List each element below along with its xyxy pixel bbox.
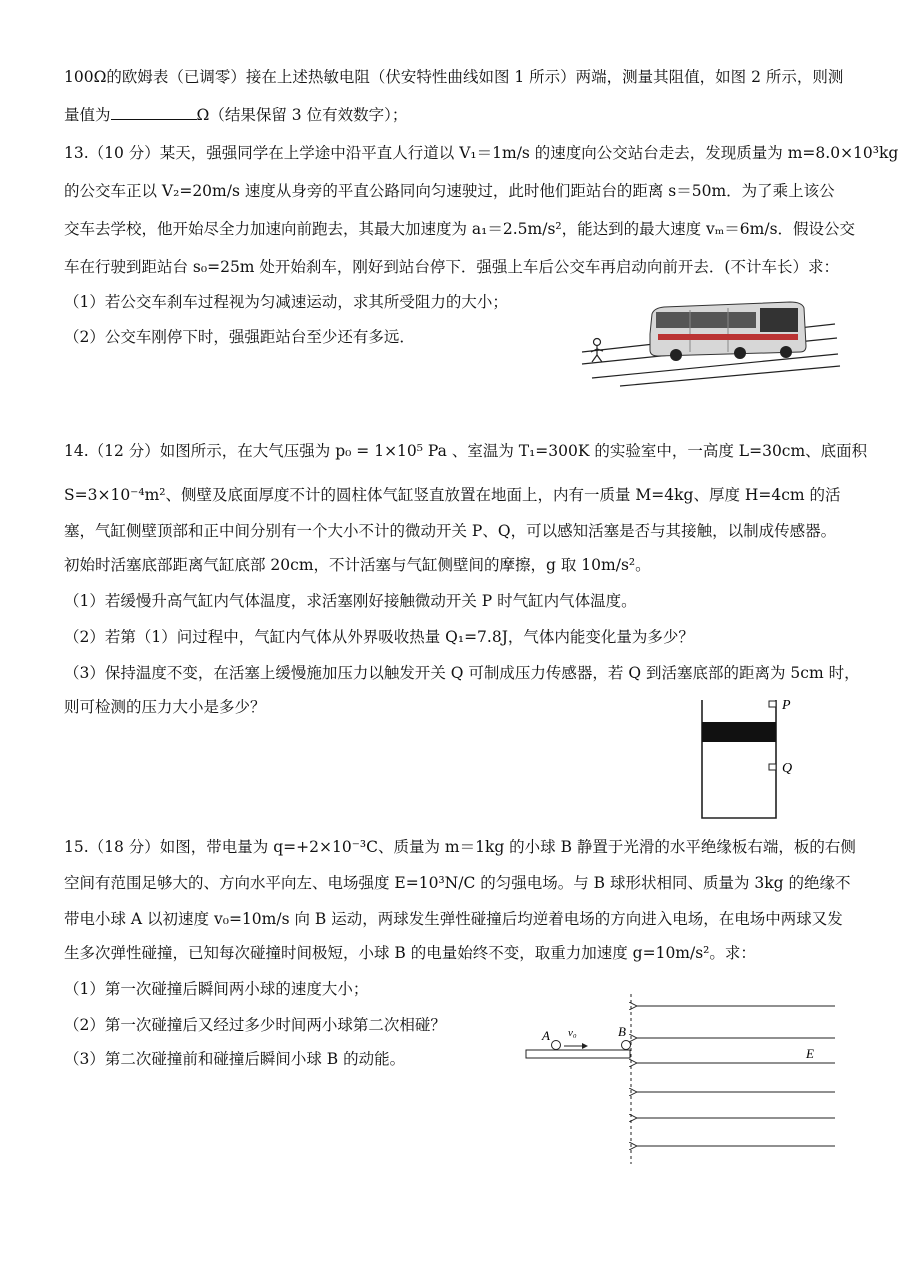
cylinder-figure — [694, 694, 804, 824]
label-a: A — [542, 1028, 550, 1043]
answer-blank[interactable] — [111, 105, 197, 120]
q14-line-3: 塞，气缸侧壁顶部和正中间分别有一个大小不计的微动开关 P、Q，可以感知活塞是否与其接触，以制成传感器。 — [64, 522, 837, 540]
q13-line-3: 交车去学校，他开始尽全力加速向前跑去，其最大加速度为 a₁＝2.5m/s²，能达到的最大速度 vₘ＝6m/s．假设公交 — [64, 220, 856, 238]
label-e: E — [806, 1046, 814, 1061]
field-lines — [636, 1006, 835, 1146]
piston — [702, 722, 776, 742]
q15-line-1: 15.（18 分）如图，带电量为 q=+2×10⁻³C、质量为 m＝1kg 的小球 B 静置于光滑的水平绝缘板右端，板的右侧 — [64, 838, 856, 856]
q14-sub-3: （3）保持温度不变，在活塞上缓慢施加压力以触发开关 Q 可制成压力传感器，若 Q 到活塞底部的距离为 5cm 时， — [64, 664, 860, 682]
intro-line-1: 100Ω的欧姆表（已调零）接在上述热敏电阻（伏安特性曲线如图 1 所示）两端，测量其阻值，如图 2 所示，则测 — [64, 68, 844, 86]
q13-line-2: 的公交车正以 V₂=20m/s 速度从身旁的平直公路同向匀速驶过，此时他们距站台的距离 s＝50m．为了乘上该公 — [64, 182, 835, 200]
q13-sub-1: （1）若公交车刹车过程视为匀减速运动，求其所受阻力的大小； — [64, 293, 508, 311]
bus-icon — [650, 302, 806, 361]
label-v0: v₀ — [568, 1027, 577, 1039]
q14-sub-3-cont: 则可检测的压力大小是多少？ — [64, 698, 266, 716]
label-q: Q — [782, 761, 793, 776]
q14-line-1: 14.（12 分）如图所示，在大气压强为 p₀ = 1×10⁵ Pa 、室温为 T₁=300K 的实验室中，一高度 L=30cm、底面积 — [64, 442, 868, 460]
q15-sub-3: （3）第二次碰撞前和碰撞后瞬间小球 B 的动能。 — [64, 1050, 406, 1068]
q14-line-4: 初始时活塞底部距离气缸底部 20cm，不计活塞与气缸侧壁间的摩擦，g 取 10m/s²。 — [64, 556, 651, 574]
cylinder-icon — [702, 700, 776, 818]
q15-line-4: 生多次弹性碰撞，已知每次碰撞时间极短，小球 B 的电量始终不变，取重力加速度 g=10m/s²。求： — [64, 944, 756, 962]
q15-line-2: 空间有范围足够大的、方向水平向左、电场强度 E=10³N/C 的匀强电场。与 B 球形状相同、质量为 3kg 的绝缘不 — [64, 874, 851, 892]
q13-line-1: 13.（10 分）某天，强强同学在上学途中沿平直人行道以 V₁＝1m/s 的速度向公交站台走去，发现质量为 m=8.0×10³kg — [64, 144, 899, 162]
label-p: P — [782, 698, 791, 713]
velocity-arrowhead — [582, 1043, 588, 1049]
q15-sub-2: （2）第一次碰撞后又经过多少时间两小球第二次相碰？ — [64, 1016, 446, 1034]
intro-line-2-post: Ω（结果保留 3 位有效数字）； — [196, 106, 408, 124]
label-b: B — [618, 1024, 626, 1039]
intro-line-2-pre: 量值为 — [64, 106, 111, 124]
insulating-board — [526, 1050, 630, 1058]
field-figure — [520, 994, 840, 1164]
q14-sub-1: （1）若缓慢升高气缸内气体温度，求活塞刚好接触微动开关 P 时气缸内气体温度。 — [64, 592, 637, 610]
q14-sub-2: （2）若第（1）问过程中，气缸内气体从外界吸收热量 Q₁=7.8J，气体内能变化量为多少？ — [64, 628, 694, 646]
q15-line-3: 带电小球 A 以初速度 v₀=10m/s 向 B 运动，两球发生弹性碰撞后均逆着电场的方向进入电场，在电场中两球又发 — [64, 910, 843, 928]
switch-q — [769, 764, 776, 770]
ball-a — [552, 1041, 561, 1050]
intro-line-2 — [64, 104, 860, 126]
q15-sub-1: （1）第一次碰撞后瞬间两小球的速度大小； — [64, 980, 369, 998]
ball-b — [622, 1041, 631, 1050]
q13-sub-2: （2）公交车刚停下时，强强距站台至少还有多远． — [64, 328, 415, 346]
bus-figure — [580, 294, 842, 388]
switch-p — [769, 701, 776, 707]
q13-line-4: 车在行驶到距站台 s₀=25m 处开始刹车，刚好到站台停下．强强上车后公交车再启动向前开去．(不计车长）求： — [64, 258, 839, 276]
q14-line-2: S=3×10⁻⁴m²、侧壁及底面厚度不计的圆柱体气缸竖直放置在地面上，内有一质量 M=4kg、厚度 H=4cm 的活 — [64, 486, 841, 504]
